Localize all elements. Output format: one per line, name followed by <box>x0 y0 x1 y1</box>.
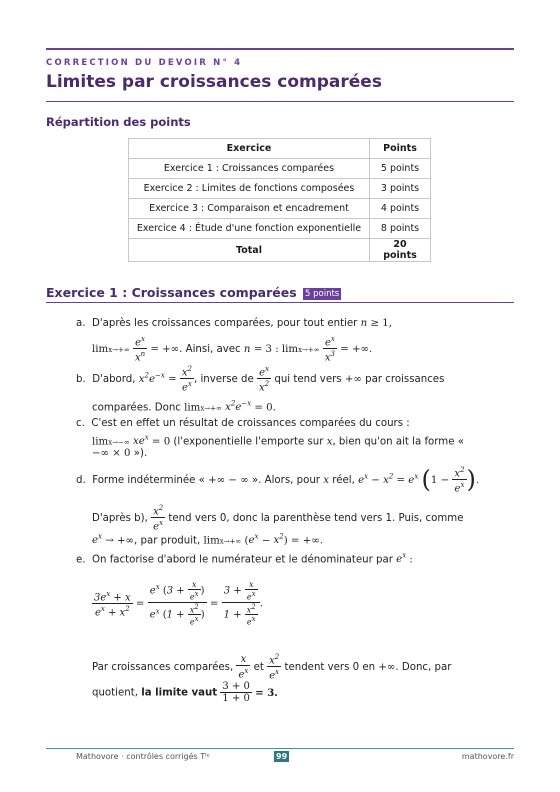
points-table <box>128 138 431 262</box>
col-header-points: Points <box>370 139 431 159</box>
footer-left: Mathovore · contrôles corrigés Tˡᵉ <box>76 752 210 761</box>
table-row <box>129 159 431 179</box>
item-e-equation: $\frac{3e^x + x}{e^x + x^2}$ = $e^x$ (3 + $\frac{x}{ex}$ ) $e^x$ (1 + $\frac{x2}{ex}$ ) = 3 + $\frac{x}{ex}$ 1 + $\frac{x2}{ex}$ . <box>94 580 263 627</box>
cell-points: 4 points <box>370 199 431 219</box>
cell-total-label: Total <box>129 239 370 262</box>
item-d-line3: $e^x$ → +∞, par produit, limx→+∞ $(e^x - x^2)$ = +∞. <box>92 533 323 547</box>
footer-rule <box>46 748 514 749</box>
exercise1-title: Exercice 1 : Croissances comparées <box>46 285 297 300</box>
cell-points: 3 points <box>370 179 431 199</box>
item-c-line1: c. C'est en effet un résultat de croissances comparées du cours : <box>76 418 410 429</box>
item-b-line1: b. D'abord, $x^2e^{-x}$ = $\frac{x^2}{e^x}$ , inverse de $\frac{e^x}{x^2}$ qui tend vers +∞ par croissances <box>76 365 445 394</box>
header-bottom-rule <box>46 101 514 102</box>
exercise1-rule <box>46 302 514 303</box>
cell-exercise: Exercice 3 : Comparaison et encadrement <box>129 199 370 219</box>
item-d-line2: D'après b), $\frac{x^2}{e^x}$ tend vers 0, donc la parenthèse tend vers 1. Puis, comme <box>92 504 464 533</box>
cell-points: 8 points <box>370 219 431 239</box>
item-c-line3: −∞ × 0 »). <box>92 448 148 459</box>
points-badge: 5 points <box>305 288 340 299</box>
cell-points: 5 points <box>370 159 431 179</box>
table-row <box>129 219 431 239</box>
exercise1-heading <box>46 285 341 300</box>
item-b-line2: comparées. Donc limx→+∞ $x^2e^{-x} = 0$. <box>92 400 276 414</box>
cell-exercise: Exercice 2 : Limites de fonctions composées <box>129 179 370 199</box>
item-e-line1: e. On factorise d'abord le numérateur et le dénominateur par $e^x$ : <box>76 552 413 566</box>
table-row <box>129 199 431 219</box>
cell-exercise: Exercice 4 : Étude d'une fonction exponentielle <box>129 219 370 239</box>
footer-right: mathovore.fr <box>461 752 514 761</box>
header-top-rule <box>46 48 514 50</box>
col-header-exercise: Exercice <box>129 139 370 159</box>
item-a-line2: limx→+∞ $\frac{e^x}{x^n}$ = +∞. Ainsi, avec n = 3 : limx→+∞ $\frac{e^x}{x^3}$ = +∞. <box>92 335 373 364</box>
item-d-line1: d. Forme indéterminée « +∞ − ∞ ». Alors, pour x réel, $e^x - x^2 = e^x$ (1 − $\frac{x^2}{e^x}$ ). <box>76 465 480 495</box>
cell-exercise: Exercice 1 : Croissances comparées <box>129 159 370 179</box>
cell-total-points: 20 points <box>370 239 431 262</box>
conclusion-bold: la limite vaut <box>141 687 218 699</box>
points-heading: Répartition des points <box>46 115 191 129</box>
table-row <box>129 179 431 199</box>
item-e-line4: quotient, la limite vaut $\frac{3 + 0}{1 + 0}$ = 3. <box>92 681 278 704</box>
item-e-line3: Par croissances comparées, $\frac{x}{e^x}$ et $\frac{x^2}{e^x}$ tendent vers 0 en +∞. Donc, par <box>92 653 452 682</box>
page-number: 99 <box>276 752 288 761</box>
table-header-row <box>129 139 431 159</box>
table-total-row <box>129 239 431 262</box>
item-a-line1: a. D'après les croissances comparées, pour tout entier n ≥ 1, <box>76 318 392 329</box>
page-title: Limites par croissances comparées <box>46 72 382 92</box>
doc-kicker: CORRECTION DU DEVOIR N° 4 <box>46 58 243 68</box>
item-c-line2: limx→−∞ $xe^x = 0$ (l'exponentielle l'emporte sur x, bien qu'on ait la forme « <box>92 434 464 448</box>
